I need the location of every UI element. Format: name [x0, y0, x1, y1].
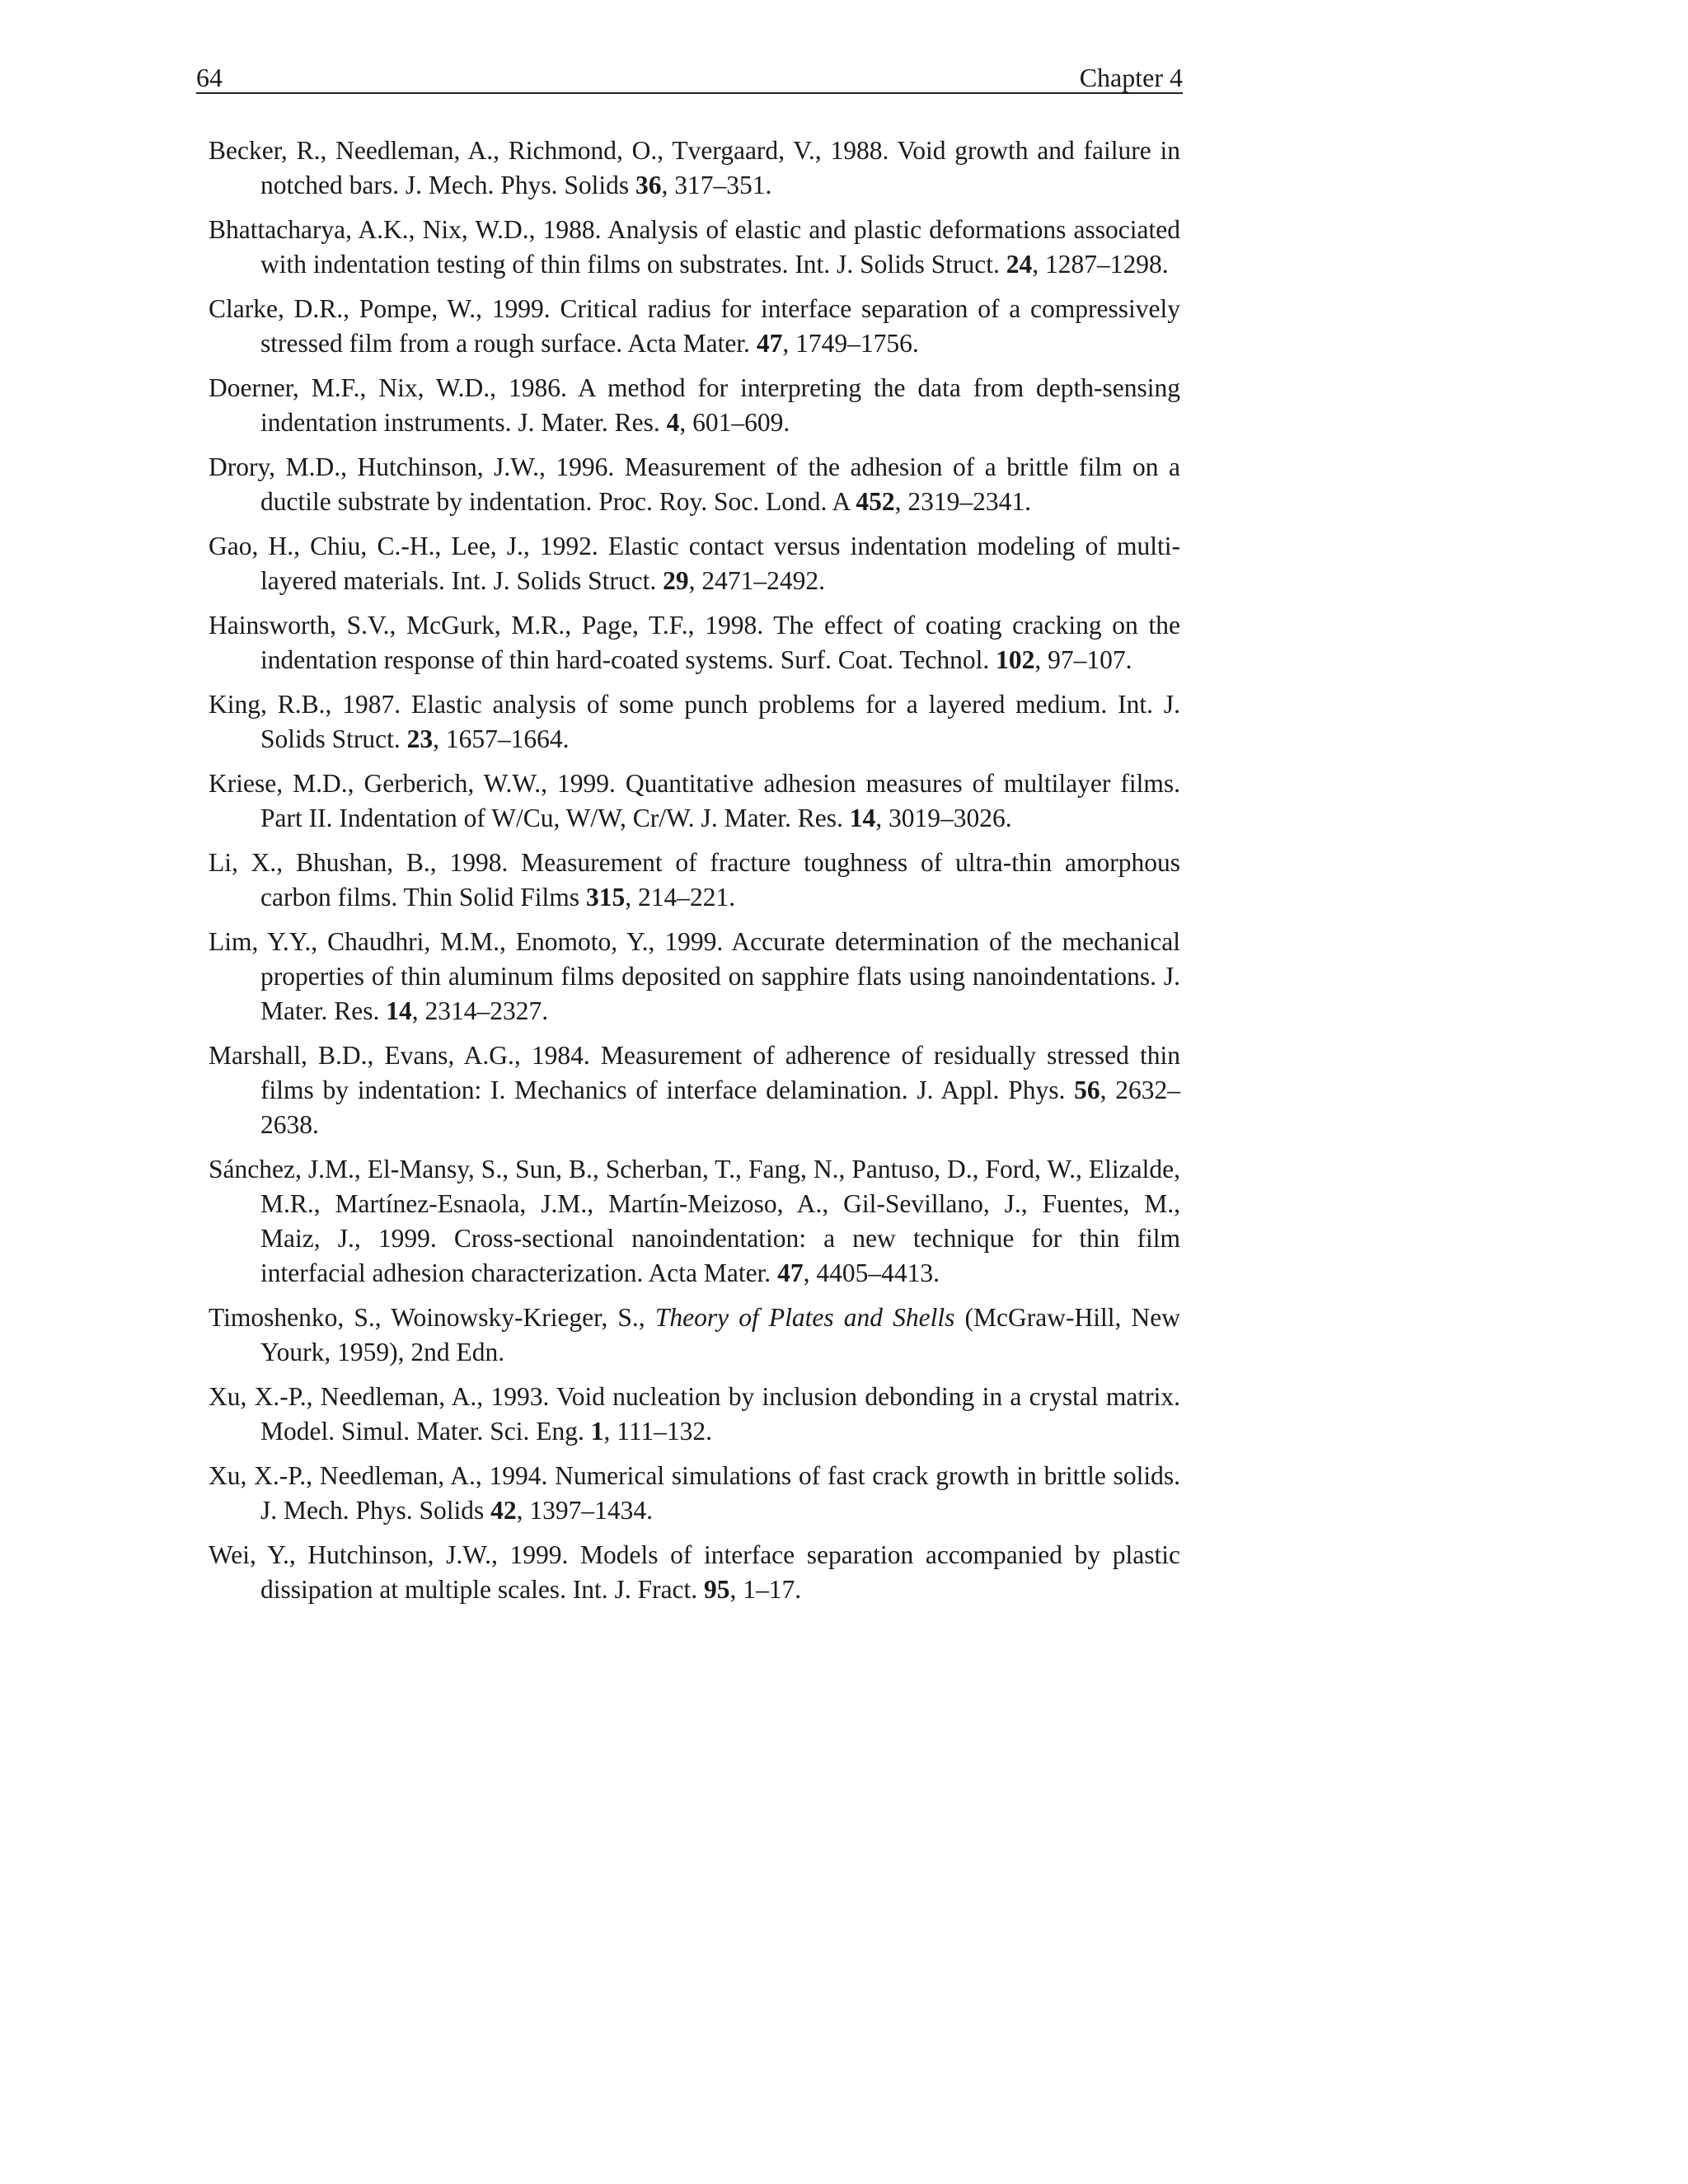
- reference-item: [209, 1459, 1180, 1528]
- reference-item: [209, 213, 1180, 282]
- reference-pages: , 601–609.: [679, 408, 790, 437]
- reference-text: King, R.B., 1987. Elastic analysis of some punch problems for a layered medium. Int. J. Solids Struct.: [209, 690, 1180, 753]
- reference-item: [209, 846, 1180, 915]
- reference-text: Kriese, M.D., Gerberich, W.W., 1999. Quantitative adhesion measures of multilayer films. Part II. Indentation of W/Cu, W/W, Cr/W. J. Mater. Res.: [209, 769, 1180, 832]
- reference-volume: 29: [663, 566, 689, 595]
- reference-item: [209, 608, 1180, 677]
- reference-volume: 102: [996, 645, 1035, 674]
- reference-item: [209, 766, 1180, 836]
- reference-volume: 24: [1006, 250, 1033, 279]
- reference-volume: 42: [490, 1496, 517, 1525]
- reference-pages: , 4405–4413.: [803, 1258, 940, 1287]
- running-header: [196, 56, 1183, 94]
- reference-item: [209, 292, 1180, 361]
- page-number: 64: [196, 63, 223, 92]
- reference-volume: 47: [756, 329, 783, 358]
- reference-text: Li, X., Bhushan, B., 1998. Measurement of fracture toughness of ultra-thin amorphous carbon films. Thin Solid Films: [209, 848, 1180, 912]
- reference-text: Bhattacharya, A.K., Nix, W.D., 1988. Analysis of elastic and plastic deformations associated with indentation testing of thin films on substrates. Int. J. Solids Struct.: [209, 215, 1180, 279]
- reference-item: [209, 1301, 1180, 1370]
- reference-pages: , 3019–3026.: [875, 804, 1012, 832]
- reference-item: [209, 529, 1180, 598]
- reference-pages: , 1397–1434.: [516, 1496, 654, 1525]
- reference-item: [209, 1380, 1180, 1449]
- reference-item: [209, 371, 1180, 440]
- reference-text: Wei, Y., Hutchinson, J.W., 1999. Models of interface separation accompanied by plastic dissipation at multiple scales. Int. J. Fract.: [209, 1540, 1180, 1604]
- reference-pages: , 1287–1298.: [1032, 250, 1169, 279]
- reference-volume: 47: [777, 1258, 804, 1287]
- reference-volume: 36: [635, 171, 662, 199]
- reference-volume: 14: [849, 804, 876, 832]
- reference-pages: , 2314–2327.: [411, 996, 549, 1025]
- reference-text: Becker, R., Needleman, A., Richmond, O., Tvergaard, V., 1988. Void growth and failure in notched bars. J. Mech. Phys. Solids: [209, 136, 1180, 199]
- reference-volume: 315: [585, 883, 626, 912]
- reference-volume: 1: [590, 1417, 604, 1446]
- reference-item: [209, 1152, 1180, 1291]
- reference-text: Sánchez, J.M., El-Mansy, S., Sun, B., Scherban, T., Fang, N., Pantuso, D., Ford, W., Elizalde, M.R., Martínez-Esnaola, J.M., Martín-Meizoso, A., Gil-Sevillano, J., Fuentes, M., Maiz, J., 1999. Cross-sectional nanoindentation: a new technique for thin film interfacial adhesion characterization. Acta Mater.: [209, 1155, 1180, 1287]
- reference-text: Xu, X.-P., Needleman, A., 1993. Void nucleation by inclusion debonding in a crystal matrix. Model. Simul. Mater. Sci. Eng.: [209, 1382, 1180, 1446]
- reference-pages: , 317–351.: [661, 171, 772, 199]
- reference-text: Drory, M.D., Hutchinson, J.W., 1996. Measurement of the adhesion of a brittle film on a ductile substrate by indentation. Proc. Roy. Soc. Lond. A: [209, 452, 1180, 516]
- reference-text: Xu, X.-P., Needleman, A., 1994. Numerical simulations of fast crack growth in brittle solids. J. Mech. Phys. Solids: [209, 1461, 1180, 1525]
- reference-text: Gao, H., Chiu, C.-H., Lee, J., 1992. Elastic contact versus indentation modeling of multilayered materials. Int. J. Solids Struct.: [209, 532, 1180, 595]
- reference-text: Lim, Y.Y., Chaudhri, M.M., Enomoto, Y., 1999. Accurate determination of the mechanical properties of thin aluminum films deposited on sapphire flats using nanoindentations. J. Mater. Res.: [209, 927, 1180, 1025]
- reference-item: [209, 925, 1180, 1029]
- reference-volume: 56: [1074, 1076, 1100, 1104]
- reference-volume: 95: [704, 1575, 730, 1604]
- reference-volume: 14: [386, 996, 412, 1025]
- reference-pages: , 1657–1664.: [433, 724, 570, 753]
- reference-pages: , 2632–2638.: [260, 1076, 1180, 1139]
- reference-text: Hainsworth, S.V., McGurk, M.R., Page, T.F., 1998. The effect of coating cracking on the indentation response of thin hard-coated systems. Surf. Coat. Technol.: [209, 611, 1180, 674]
- reference-item: [209, 450, 1180, 519]
- reference-text: Marshall, B.D., Evans, A.G., 1984. Measurement of adherence of residually stressed thin films by indentation: I. Mechanics of interface delamination. J. Appl. Phys.: [209, 1041, 1180, 1104]
- reference-volume: 4: [666, 408, 680, 437]
- reference-book-title: Theory of Plates and Shells: [654, 1303, 955, 1332]
- reference-volume: 23: [406, 724, 434, 753]
- reference-pages: , 1749–1756.: [782, 329, 919, 358]
- reference-pages: , 214–221.: [625, 883, 736, 912]
- reference-text: Doerner, M.F., Nix, W.D., 1986. A method for interpreting the data from depth-sensing indentation instruments. J. Mater. Res.: [209, 373, 1180, 437]
- reference-pages: , 1–17.: [729, 1575, 802, 1604]
- reference-item: [209, 687, 1180, 757]
- reference-volume: 452: [856, 487, 895, 516]
- reference-list: [209, 134, 1180, 1617]
- reference-item: [209, 1538, 1180, 1607]
- reference-pages: , 2319–2341.: [894, 487, 1032, 516]
- reference-text: Clarke, D.R., Pompe, W., 1999. Critical radius for interface separation of a compressively stressed film from a rough surface. Acta Mater.: [209, 294, 1180, 358]
- reference-publisher: (McGraw-Hill, New Yourk, 1959), 2nd Edn.: [260, 1303, 1180, 1366]
- reference-item: [209, 1038, 1180, 1142]
- reference-text: Timoshenko, S., Woinowsky-Krieger, S.,: [209, 1303, 655, 1332]
- reference-pages: , 111–132.: [603, 1417, 713, 1446]
- reference-pages: , 2471–2492.: [688, 566, 826, 595]
- reference-pages: , 97–107.: [1034, 645, 1132, 674]
- reference-item: [209, 134, 1180, 203]
- chapter-label: Chapter 4: [1079, 63, 1183, 92]
